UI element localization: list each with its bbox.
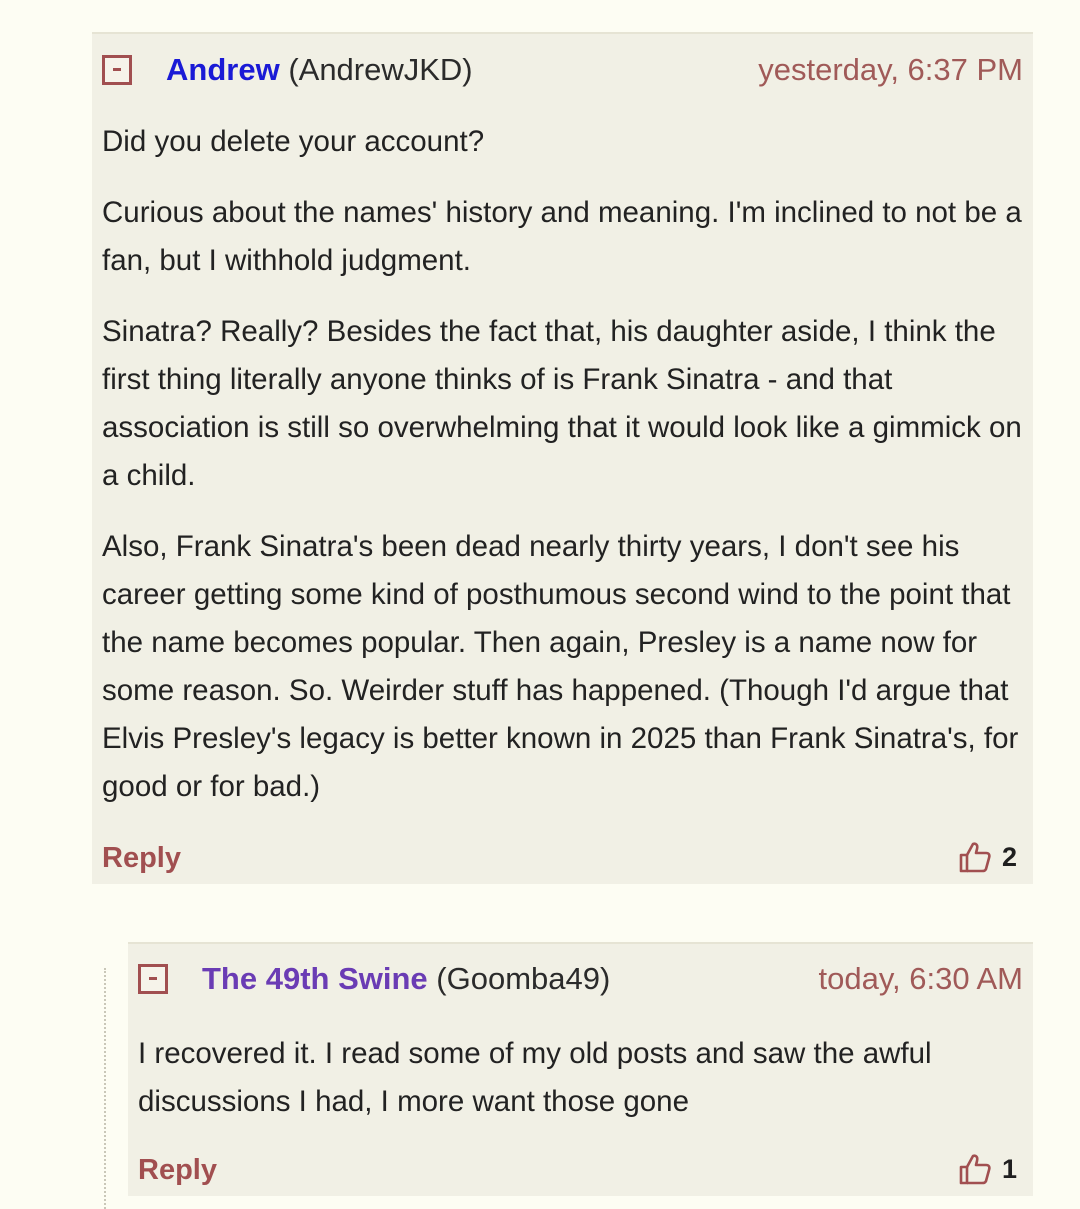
thumbs-up-icon xyxy=(958,840,992,874)
comment-header xyxy=(166,50,473,90)
thread-line xyxy=(104,968,106,1209)
like-count: 1 xyxy=(1002,1153,1018,1184)
comment-header xyxy=(202,959,610,999)
collapse-toggle-icon[interactable] xyxy=(102,55,132,85)
comment-timestamp[interactable]: today, 6:30 AM xyxy=(818,961,1023,996)
reply-button[interactable]: Reply xyxy=(138,1154,217,1186)
comment-paragraph: Curious about the names' history and meaning. I'm inclined to not be a fan, but I withhold judgment. xyxy=(102,196,1022,277)
like-button[interactable] xyxy=(958,840,1017,874)
comment-paragraph: Did you delete your account? xyxy=(102,125,485,158)
reply-comment-card xyxy=(128,942,1033,1196)
like-count: 2 xyxy=(1002,841,1018,872)
like-button[interactable] xyxy=(958,1152,1017,1186)
comment-paragraph: Sinatra? Really? Besides the fact that, his daughter aside, I think the first thing literally anyone thinks of is Frank Sinatra - and that association is still so overwhelming that it would look like a gimmick on a child. xyxy=(102,315,1022,492)
comment-body xyxy=(138,1030,1023,1149)
comment-card xyxy=(92,32,1033,884)
comment-body xyxy=(102,118,1027,834)
author-handle: (Goomba49) xyxy=(436,961,611,996)
reply-button[interactable]: Reply xyxy=(102,842,181,874)
author-name[interactable]: The 49th Swine xyxy=(202,961,428,996)
collapse-toggle-icon[interactable] xyxy=(138,964,168,994)
comment-paragraph: I recovered it. I read some of my old posts and saw the awful discussions I had, I more want those gone xyxy=(138,1037,932,1118)
comment-timestamp[interactable]: yesterday, 6:37 PM xyxy=(758,52,1023,87)
author-name[interactable]: Andrew xyxy=(166,52,280,87)
comment-paragraph: Also, Frank Sinatra's been dead nearly thirty years, I don't see his career getting some kind of posthumous second wind to the point that the name becomes popular. Then again, Presley is a name now for some reason. So. Weirder stuff has happened. (Though I'd argue that Elvis Presley's legacy is better known in 2025 than Frank Sinatra's, for good or for bad.) xyxy=(102,530,1019,803)
thumbs-up-icon xyxy=(958,1152,992,1186)
author-handle: (AndrewJKD) xyxy=(288,52,473,87)
